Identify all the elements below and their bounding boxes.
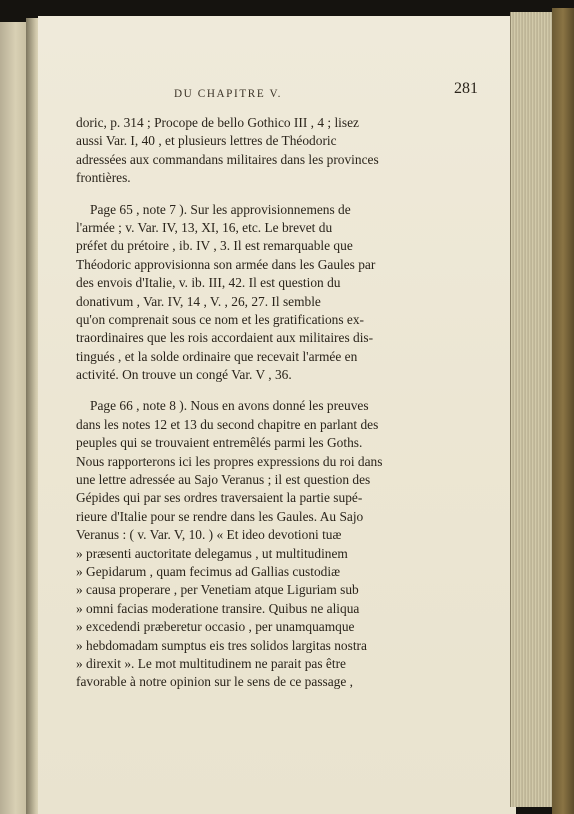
text-line: Page 65 , note 7 ). Sur les approvisionnemens de: [90, 201, 351, 217]
text-line: préfet du prétoire , ib. IV , 3. Il est remarquable que: [76, 238, 353, 254]
text-line: une lettre adressée au Sajo Veranus ; il est question des: [76, 472, 371, 488]
running-head: [174, 80, 478, 102]
text-line: adressées aux commandans militaires dans les provinces: [76, 151, 379, 167]
paragraph: [76, 201, 394, 385]
text-line: » Gepidarum , quam fecimus ad Gallias custodiæ: [76, 563, 341, 579]
text-line: dans les notes 12 et 13 du second chapitre en parlant des: [76, 416, 379, 432]
page-number: 281: [454, 80, 478, 97]
text-line: aussi Var. I, 40 , et plusieurs lettres de Théodoric: [76, 133, 337, 149]
text-line: des envois d'Italie, v. ib. III, 42. Il est question du: [76, 275, 341, 291]
text-line: » excedendi præberetur occasio , per unamquamque: [76, 619, 355, 635]
text-line: doric, p. 314 ; Procope de bello Gothico III , 4 ; lisez: [76, 115, 359, 130]
page-fore-edge: [510, 12, 555, 807]
text-line: traordinaires que les rois accordaient aux militaires dis-: [76, 330, 374, 346]
left-page-edge: [0, 22, 27, 814]
book-cover-edge: [552, 8, 574, 814]
running-head-title: DU CHAPITRE V.: [174, 88, 283, 100]
paragraph: [76, 114, 394, 188]
text-line: favorable à notre opinion sur le sens de ce passage ,: [76, 674, 354, 690]
text-line: activité. On trouve un congé Var. V , 36.: [76, 367, 292, 383]
text-line: Page 66 , note 8 ). Nous en avons donné les preuves: [90, 398, 369, 414]
text-line: donativum , Var. IV, 14 , V. , 26, 27. Il semble: [76, 293, 321, 309]
text-line: frontières.: [76, 170, 131, 186]
text-line: peuples qui se trouvaient entremêlés parmi les Goths.: [76, 435, 363, 451]
text-line: » causa properare , per Venetiam atque Liguriam sub: [76, 582, 359, 598]
text-line: rieure d'Italie pour se rendre dans les Gaules. Au Sajo: [76, 508, 364, 524]
paragraph: [76, 397, 394, 691]
text-line: » hebdomadam sumptus eis tres solidos largitas nostra: [76, 637, 367, 653]
text-line: tingués , et la solde ordinaire que recevait l'armée en: [76, 348, 358, 364]
text-line: qu'on comprenait sous ce nom et les gratifications ex-: [76, 311, 364, 327]
text-line: » omni facias moderatione transire. Quibus ne aliqua: [76, 600, 360, 616]
text-line: » direxit ». Le mot multitudinem ne parait pas être: [76, 655, 346, 671]
text-line: » præsenti auctoritate delegamus , ut multitudinem: [76, 545, 348, 561]
text-line: Gépides qui par ses ordres traversaient la partie supé-: [76, 490, 363, 506]
page-body: [76, 114, 394, 692]
text-line: l'armée ; v. Var. IV, 13, XI, 16, etc. Le brevet du: [76, 219, 333, 235]
text-line: Nous rapporterons ici les propres expressions du roi dans: [76, 453, 383, 469]
text-line: Veranus : ( v. Var. V, 10. ) « Et ideo devotioni tuæ: [76, 527, 342, 543]
text-line: Théodoric approvisionna son armée dans les Gaules par: [76, 256, 376, 272]
